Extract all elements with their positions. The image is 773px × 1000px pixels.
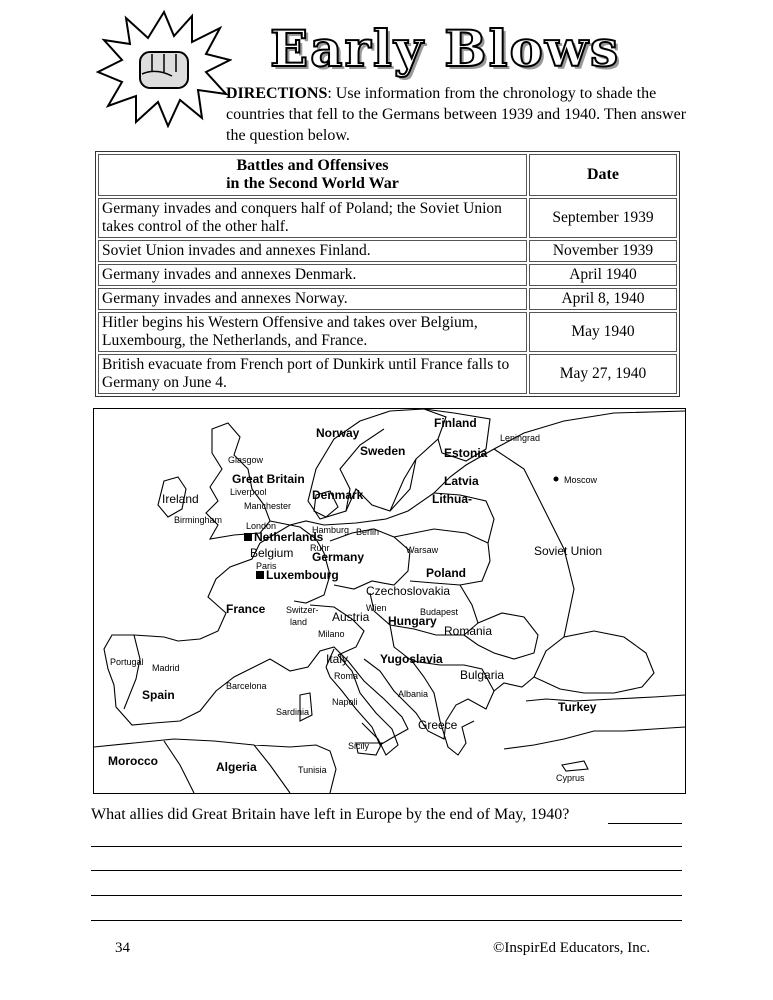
city-label: Moscow	[564, 475, 598, 485]
country-label: Latvia	[444, 474, 479, 488]
date-cell: April 1940	[529, 264, 677, 286]
country-label: Yugoslavia	[380, 652, 443, 666]
answer-line[interactable]	[91, 870, 682, 871]
event-column-header: Battles and Offensives in the Second World War	[98, 154, 527, 196]
country-label: Sweden	[360, 444, 406, 458]
europe-map	[93, 408, 686, 794]
date-cell: April 8, 1940	[529, 288, 677, 310]
country-label: Bulgaria	[460, 668, 505, 682]
city-label: Paris	[256, 561, 277, 571]
answer-line[interactable]	[91, 846, 682, 847]
copyright: ©InspirEd Educators, Inc.	[493, 940, 651, 956]
event-cell: British evacuate from French port of Dunkirk until France falls to Germany on June 4.	[98, 354, 527, 394]
country-label: Great Britain	[232, 472, 305, 486]
luxembourg-marker	[256, 571, 264, 579]
moscow-dot	[554, 477, 559, 482]
city-label: Berlin	[356, 527, 380, 537]
directions	[226, 83, 696, 146]
city-label: London	[246, 521, 277, 531]
city-label: Manchester	[244, 501, 292, 511]
table-row	[98, 240, 677, 262]
date-cell: May 27, 1940	[529, 354, 677, 394]
city-label: Budapest	[420, 607, 459, 617]
country-label: Romania	[444, 624, 493, 638]
country-label: Hungary	[388, 614, 437, 628]
city-label: Warsaw	[406, 545, 439, 555]
city-label: Madrid	[152, 663, 180, 673]
answer-line[interactable]	[91, 895, 682, 896]
city-label: Napoli	[332, 697, 358, 707]
city-label: Glasgow	[228, 455, 264, 465]
country-label: Czechoslovakia	[366, 584, 451, 598]
country-label: Algeria	[216, 760, 257, 774]
country-label: France	[226, 602, 266, 616]
country-label: Portugal	[110, 657, 144, 667]
fist-burst-icon	[96, 10, 232, 128]
country-label: Poland	[426, 566, 467, 580]
table-row	[98, 264, 677, 286]
country-label: Netherlands	[254, 530, 324, 544]
map-outlines	[94, 409, 685, 793]
country-label: Sicily	[348, 741, 370, 751]
country-label: Denmark	[312, 488, 364, 502]
table-header-row	[98, 154, 677, 196]
netherlands-marker	[244, 533, 252, 541]
country-label: Albania	[398, 689, 429, 699]
city-label: Liverpool	[230, 487, 267, 497]
city-label: Birmingham	[174, 515, 223, 525]
date-column-header: Date	[529, 154, 677, 196]
table-row	[98, 198, 677, 238]
directions-label: DIRECTIONS	[226, 85, 328, 102]
event-cell: Soviet Union invades and annexes Finland.	[98, 240, 527, 262]
country-label: Greece	[418, 718, 458, 732]
event-cell: Germany invades and annexes Denmark.	[98, 264, 527, 286]
country-label: Soviet Union	[534, 544, 603, 558]
country-label: Lithua-	[432, 492, 472, 506]
directions-text: : Use information from the chronology to shade the countries that fell to the Germans between 1939 and 1940. Then answer the question below.	[226, 85, 687, 144]
country-label: Morocco	[108, 754, 159, 768]
city-label: Barcelona	[226, 681, 267, 691]
country-label: Turkey	[558, 700, 597, 714]
country-label: Spain	[142, 688, 175, 702]
country-label: Sardinia	[276, 707, 310, 717]
date-cell: November 1939	[529, 240, 677, 262]
country-label: Finland	[434, 416, 477, 430]
page-number: 34	[115, 940, 130, 956]
answer-blank[interactable]	[608, 823, 682, 824]
event-cell: Germany invades and conquers half of Poland; the Soviet Union takes control of the other half.	[98, 198, 527, 238]
city-label: Leningrad	[500, 433, 541, 443]
city-label: Ruhr	[310, 543, 330, 553]
map-labels	[108, 416, 602, 783]
chronology-table	[95, 151, 680, 397]
answer-line[interactable]	[91, 920, 682, 921]
country-label: Luxembourg	[266, 568, 339, 582]
question-text: What allies did Great Britain have left in Europe by the end of May, 1940?	[91, 806, 570, 823]
country-label: Tunisia	[298, 765, 327, 775]
country-label: Ireland	[162, 492, 199, 506]
country-label: Switzer-	[286, 605, 319, 615]
table-row	[98, 288, 677, 310]
country-label: Cyprus	[556, 773, 585, 783]
country-label: Belgium	[250, 546, 294, 560]
table-row	[98, 312, 677, 352]
event-cell: Germany invades and annexes Norway.	[98, 288, 527, 310]
country-label: Germany	[312, 550, 365, 564]
date-cell: May 1940	[529, 312, 677, 352]
city-label: Milano	[318, 629, 345, 639]
city-label: Roma	[334, 671, 359, 681]
event-cell: Hitler begins his Western Offensive and takes over Belgium, Luxembourg, the Netherlands, and France.	[98, 312, 527, 352]
city-label: Wien	[366, 603, 387, 613]
date-cell: September 1939	[529, 198, 677, 238]
country-label: Estonia	[444, 446, 488, 460]
country-label: Italy	[326, 652, 349, 666]
country-label: land	[290, 617, 308, 627]
city-label: Hamburg	[312, 525, 350, 535]
country-label: Austria	[332, 610, 370, 624]
page-title: Early Blows	[270, 19, 621, 78]
country-label: Norway	[316, 426, 360, 440]
table-row	[98, 354, 677, 394]
